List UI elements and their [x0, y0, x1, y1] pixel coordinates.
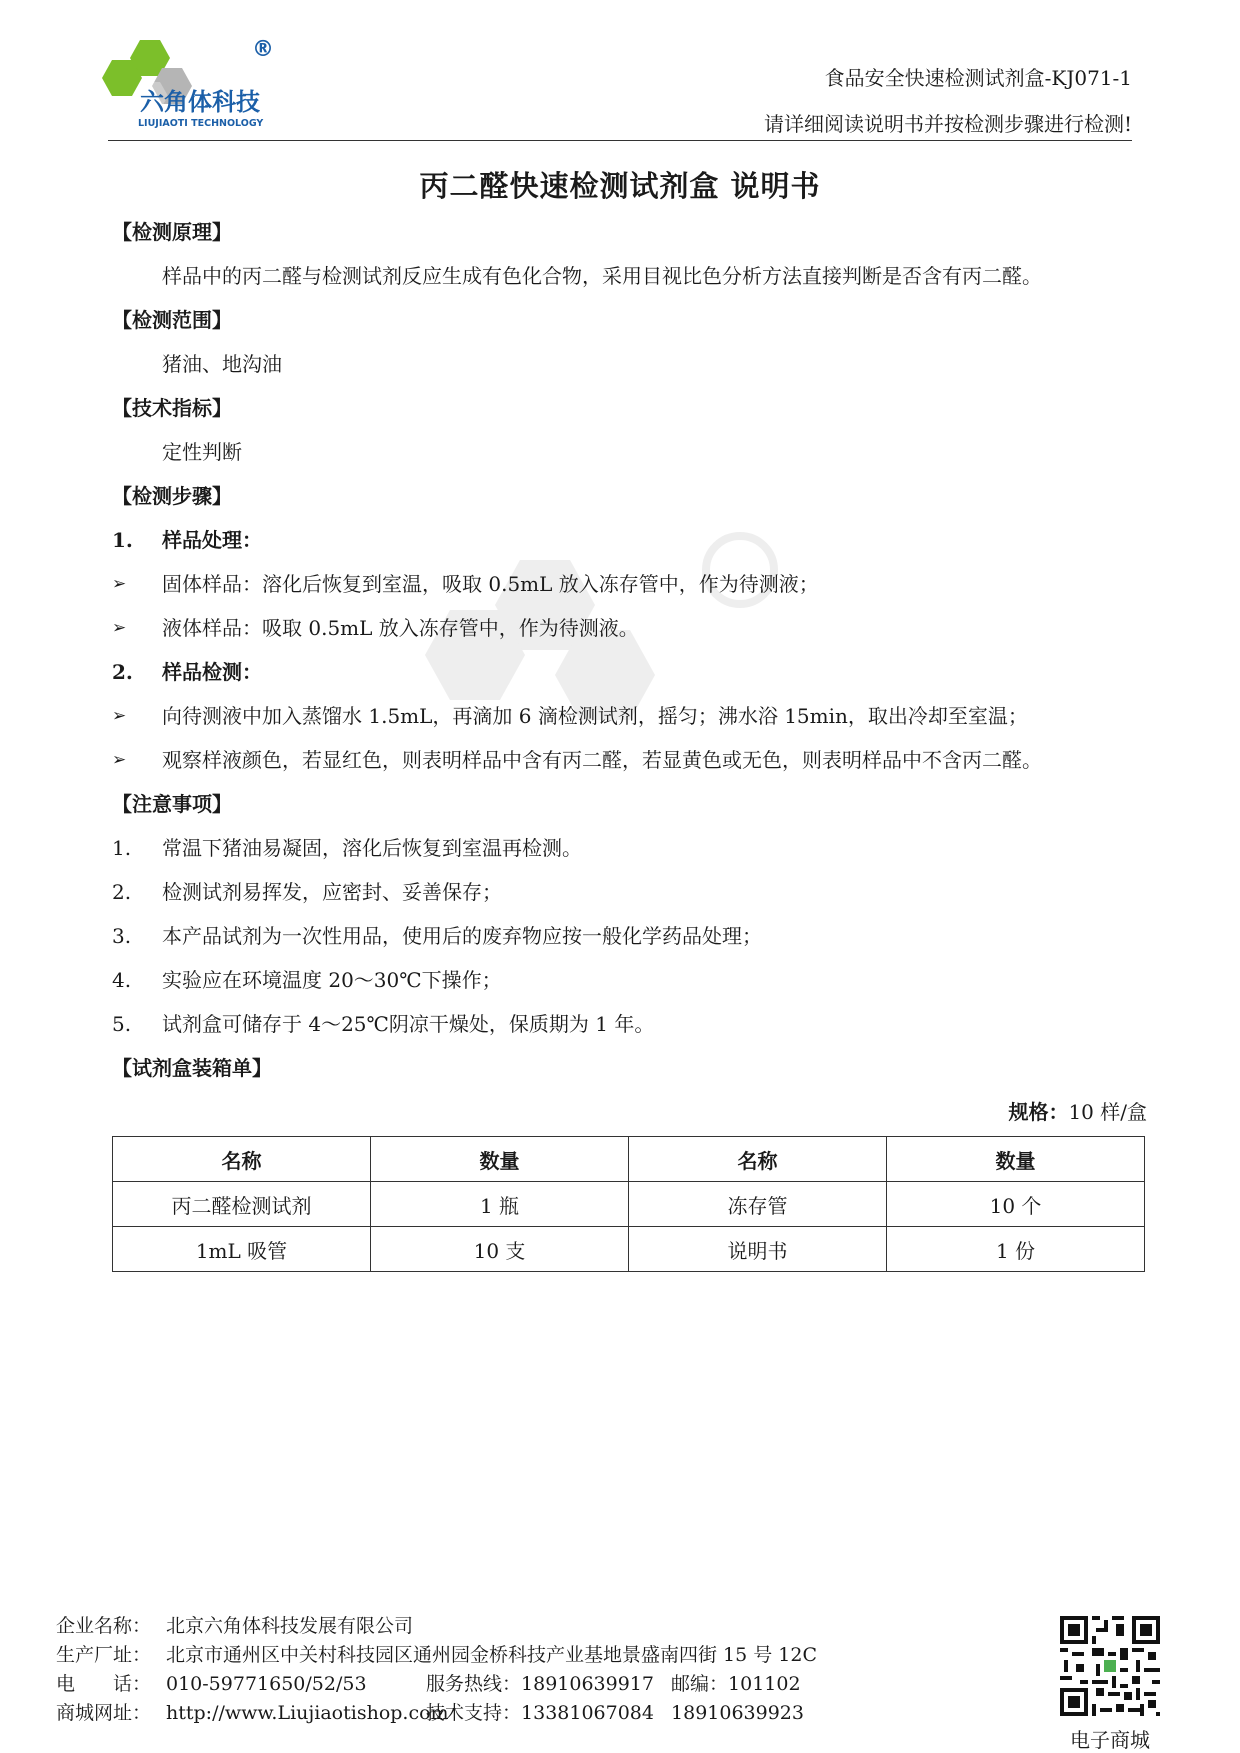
bullet-arrow-icon: ➢: [112, 750, 127, 770]
note-number: 3.: [112, 924, 132, 948]
note-number: 4.: [112, 968, 132, 992]
document-title: 丙二醛快速检测试剂盒 说明书: [419, 169, 821, 203]
note-text: 检测试剂易挥发，应密封、妥善保存；: [162, 880, 502, 904]
step-2-number: 2.: [112, 660, 133, 684]
step-1-bullet-2: 液体样品：吸取 0.5mL 放入冻存管中，作为待测液。: [162, 616, 639, 640]
section-notes-heading: 【注意事项】: [112, 792, 232, 816]
registered-mark: ®: [252, 38, 274, 62]
table-cell: 冻存管: [629, 1182, 887, 1227]
table-cell: 10 个: [887, 1182, 1145, 1227]
reading-notice: 请详细阅读说明书并按检测步骤进行检测!: [763, 112, 1132, 136]
postcode-value: 101102: [728, 1673, 801, 1695]
table-row: [113, 1182, 1145, 1227]
section-spec-text: 定性判断: [162, 440, 242, 464]
note-text: 试剂盒可储存于 4～25℃阴凉干燥处，保质期为 1 年。: [162, 1012, 655, 1036]
table-cell: 1 瓶: [371, 1182, 629, 1227]
packing-spec: [112, 1090, 1147, 1134]
list-item: [112, 914, 1147, 958]
website-label: 商城网址：: [56, 1702, 152, 1724]
list-item: [112, 738, 1147, 782]
footer-website-row: [56, 1699, 817, 1728]
list-item: [112, 694, 1147, 738]
list-item: [112, 958, 1147, 1002]
header-info: [764, 64, 1132, 138]
document-body: [112, 210, 1147, 1272]
table-header-row: [113, 1137, 1145, 1182]
bullet-arrow-icon: ➢: [112, 574, 127, 594]
step-1-heading: [112, 518, 1147, 562]
hotline-label: 服务热线：: [426, 1673, 522, 1695]
product-code: 食品安全快速检测试剂盒-KJ071-1: [824, 66, 1132, 90]
support-number-2: 18910639923: [671, 1702, 804, 1724]
note-number: 5.: [112, 1012, 132, 1036]
packing-spec-value: 10 样/盒: [1068, 1100, 1147, 1124]
website-link[interactable]: http://www.Liujiaotishop.com: [166, 1702, 449, 1724]
section-packing-heading: 【试剂盒装箱单】: [112, 1056, 272, 1080]
factory-address: 北京市通州区中关村科技园区通州园金桥科技产业基地景盛南四街 15 号 12C: [166, 1644, 818, 1666]
packing-table: [112, 1136, 1145, 1272]
section-principle-heading: 【检测原理】: [112, 220, 232, 244]
footer-company-row: [56, 1612, 817, 1641]
support-number-1: 13381067084: [521, 1702, 654, 1724]
hotline-number: 18910639917: [521, 1673, 654, 1695]
phone-number: 010-59771650/52/53: [166, 1673, 367, 1695]
company-logo: [100, 38, 320, 138]
company-label: 企业名称：: [56, 1615, 152, 1637]
step-2-title: 样品检测：: [162, 660, 262, 684]
postcode-label: 邮编：: [671, 1673, 729, 1695]
qr-caption: 电子商城: [1070, 1728, 1150, 1752]
step-1-title: 样品处理：: [162, 528, 262, 552]
step-2-heading: [112, 650, 1147, 694]
table-cell: 10 支: [371, 1227, 629, 1272]
section-spec-heading: 【技术指标】: [112, 396, 232, 420]
bullet-arrow-icon: ➢: [112, 706, 127, 726]
factory-label: 生产厂址：: [56, 1644, 152, 1666]
list-item: [112, 562, 1147, 606]
footer-factory-row: [56, 1641, 817, 1670]
list-item: [112, 1002, 1147, 1046]
table-cell: 1 份: [887, 1227, 1145, 1272]
phone-label: 电 话：: [56, 1673, 152, 1695]
list-item: [112, 826, 1147, 870]
header-divider: [108, 140, 1132, 141]
footer-phone-row: [56, 1670, 817, 1699]
column-header: 名称: [113, 1137, 371, 1182]
section-steps-heading: 【检测步骤】: [112, 484, 232, 508]
column-header: 数量: [371, 1137, 629, 1182]
list-item: [112, 870, 1147, 914]
note-number: 1.: [112, 836, 132, 860]
table-cell: 说明书: [629, 1227, 887, 1272]
table-cell: 1mL 吸管: [113, 1227, 371, 1272]
company-name: 北京六角体科技发展有限公司: [166, 1615, 414, 1637]
support-label: 技术支持：: [426, 1702, 522, 1724]
section-principle-text: 样品中的丙二醛与检测试剂反应生成有色化合物，采用目视比色分析方法直接判断是否含有丙二醛。: [162, 264, 1042, 288]
footer-contact: [56, 1612, 817, 1728]
step-1-bullet-1: 固体样品：溶化后恢复到室温，吸取 0.5mL 放入冻存管中，作为待测液；: [162, 572, 819, 596]
qr-block: [1058, 1616, 1162, 1753]
column-header: 数量: [887, 1137, 1145, 1182]
step-1-number: 1.: [112, 528, 133, 552]
note-text: 常温下猪油易凝固，溶化后恢复到室温再检测。: [162, 836, 582, 860]
qr-code-icon: [1060, 1616, 1160, 1716]
table-cell: 丙二醛检测试剂: [113, 1182, 371, 1227]
column-header: 名称: [629, 1137, 887, 1182]
brand-cn: 六角体科技: [140, 88, 260, 116]
bullet-arrow-icon: ➢: [112, 618, 127, 638]
table-row: [113, 1227, 1145, 1272]
step-2-bullet-1: 向待测液中加入蒸馏水 1.5mL，再滴加 6 滴检测试剂，摇匀；沸水浴 15min，取出冷却至室温；: [162, 704, 1028, 728]
note-number: 2.: [112, 880, 132, 904]
list-item: [112, 606, 1147, 650]
section-scope-text: 猪油、地沟油: [162, 352, 282, 376]
packing-spec-label: 规格：: [1008, 1100, 1069, 1124]
brand-en: LIUJIAOTI TECHNOLOGY: [138, 118, 264, 129]
note-text: 实验应在环境温度 20～30℃下操作；: [162, 968, 502, 992]
section-scope-heading: 【检测范围】: [112, 308, 232, 332]
step-2-bullet-2: 观察样液颜色，若显红色，则表明样品中含有丙二醛，若显黄色或无色，则表明样品中不含丙二醛。: [162, 748, 1042, 772]
note-text: 本产品试剂为一次性用品，使用后的废弃物应按一般化学药品处理；: [162, 924, 762, 948]
